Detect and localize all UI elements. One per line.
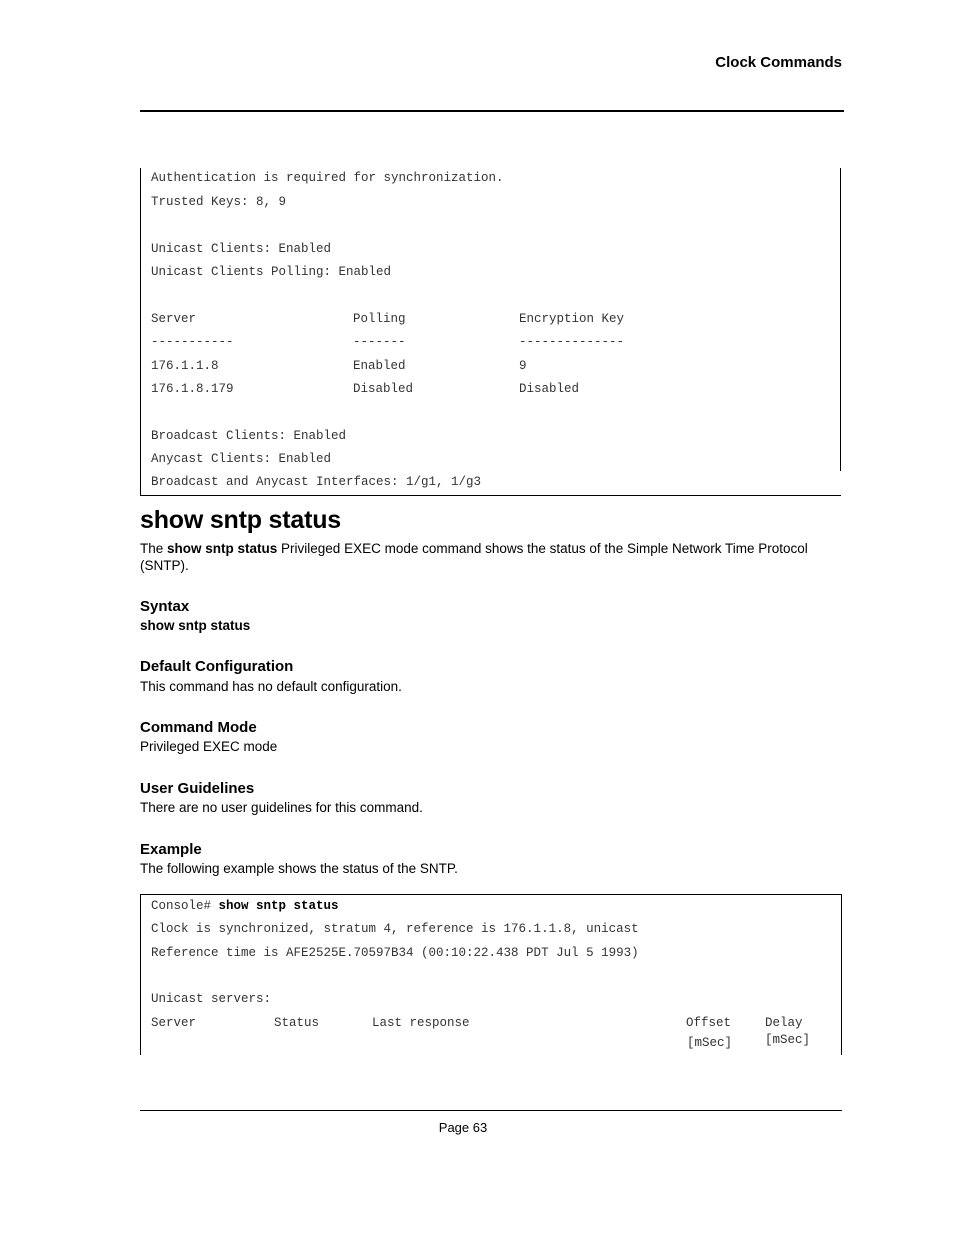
table-dashes: --------------: [519, 335, 625, 349]
code-line: Broadcast and Anycast Interfaces: 1/g1, 1/g3: [151, 475, 482, 489]
table-cell: Disabled: [519, 382, 580, 396]
code-line: Broadcast Clients: Enabled: [151, 429, 347, 443]
column-offset: Offset: [686, 1016, 732, 1030]
code-block-output: [140, 168, 841, 496]
code-line: Authentication is required for synchronization.: [151, 171, 504, 185]
column-server: Server: [151, 1016, 197, 1030]
footer-rule: [140, 1110, 842, 1111]
table-header-server: Server: [151, 312, 197, 326]
example-text: The following example shows the status of the SNTP.: [140, 861, 458, 876]
page-number: Page 63: [438, 1120, 488, 1135]
user-guidelines-heading: User Guidelines: [140, 780, 255, 797]
table-cell: Enabled: [353, 359, 406, 373]
syntax-heading: Syntax: [140, 598, 190, 615]
code-line: Unicast Clients: Enabled: [151, 242, 332, 256]
intro-prefix: The: [140, 541, 168, 556]
intro-text: Privileged EXEC mode command shows the status of the Simple Network Time Protocol (SNTP).: [140, 541, 808, 573]
example-heading: Example: [140, 841, 202, 858]
page-title: show sntp status: [140, 506, 341, 534]
code-line: Unicast Clients Polling: Enabled: [151, 265, 392, 279]
code-block-example: [140, 894, 842, 1055]
code-line: Anycast Clients: Enabled: [151, 452, 332, 466]
table-dashes: -----------: [151, 335, 234, 349]
default-config-heading: Default Configuration: [140, 658, 294, 675]
code-line: Unicast servers:: [151, 992, 272, 1006]
table-cell: 176.1.1.8: [151, 359, 219, 373]
header-rule: [140, 110, 844, 112]
intro-command: show sntp status: [167, 541, 278, 556]
command-mode-text: Privileged EXEC mode: [140, 739, 278, 754]
console-command: show sntp status: [218, 899, 339, 913]
console-line: [151, 899, 339, 913]
table-cell: Disabled: [353, 382, 414, 396]
table-cell: 176.1.8.179: [151, 382, 234, 396]
column-offset-unit: [mSec]: [687, 1036, 733, 1050]
column-delay-unit: [mSec]: [765, 1033, 811, 1047]
table-header-polling: Polling: [353, 312, 406, 326]
table-header-key: Encryption Key: [519, 312, 625, 326]
default-config-text: This command has no default configuration.: [140, 679, 402, 694]
column-delay: Delay: [765, 1016, 803, 1030]
table-dashes: -------: [353, 335, 406, 349]
column-status: Status: [274, 1016, 320, 1030]
command-mode-heading: Command Mode: [140, 719, 257, 736]
table-cell: 9: [519, 359, 527, 373]
header-title: Clock Commands: [715, 54, 842, 71]
code-line: Clock is synchronized, stratum 4, reference is 176.1.1.8, unicast: [151, 922, 639, 936]
intro-paragraph: [140, 540, 845, 574]
code-line: Reference time is AFE2525E.70597B34 (00:10:22.438 PDT Jul 5 1993): [151, 946, 639, 960]
console-prompt: Console#: [151, 899, 219, 913]
code-block-border: [840, 168, 841, 471]
syntax-command: show sntp status: [140, 618, 251, 633]
user-guidelines-text: There are no user guidelines for this command.: [140, 800, 423, 815]
column-last-response: Last response: [372, 1016, 470, 1030]
code-line: Trusted Keys: 8, 9: [151, 195, 287, 209]
